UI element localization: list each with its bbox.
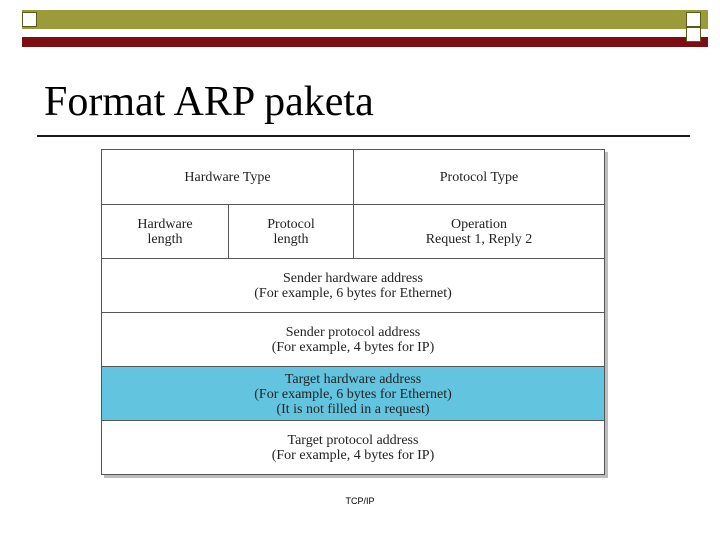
field-protocol-type: [353, 150, 604, 204]
maroon-band: [22, 37, 708, 47]
field-label: length: [147, 232, 183, 247]
field-target-hardware-address: [102, 367, 604, 421]
field-label: Protocol Type: [439, 169, 519, 185]
field-sender-protocol-address: [102, 313, 604, 367]
row-target-hardware: [102, 366, 604, 421]
field-label: Hardware: [137, 217, 193, 232]
field-label: (For example, 6 bytes for Ethernet): [254, 286, 452, 301]
field-label: Operation: [451, 217, 507, 232]
field-label: Protocol: [267, 217, 315, 232]
field-label: (For example, 4 bytes for IP): [271, 340, 435, 355]
row-lengths-operation: [102, 204, 604, 259]
field-target-protocol-address: [102, 421, 604, 475]
field-hardware-length: [102, 205, 228, 259]
field-label: Target protocol address: [287, 433, 419, 448]
slide-title: Format ARP paketa: [44, 79, 374, 125]
field-sender-hardware-address: [102, 259, 604, 313]
field-label: Request 1, Reply 2: [425, 232, 533, 247]
row-types: [102, 150, 604, 204]
field-label: Hardware Type: [184, 169, 271, 185]
olive-band: [22, 10, 708, 29]
field-label: Target hardware address: [284, 371, 422, 387]
field-operation: [353, 205, 604, 259]
field-label: (It is not filled in a request): [276, 401, 430, 417]
field-label: length: [273, 232, 309, 247]
right-lower-square-icon: [686, 27, 701, 42]
field-label: (For example, 6 bytes for Ethernet): [254, 386, 452, 402]
row-target-protocol: [102, 420, 604, 475]
right-square-icon: [686, 12, 701, 27]
field-protocol-length: [228, 205, 353, 259]
title-underline: [37, 135, 690, 137]
arp-packet-diagram: [101, 149, 605, 475]
top-decorative-band: [22, 10, 708, 38]
left-square-icon: [22, 12, 37, 27]
row-sender-protocol: [102, 312, 604, 367]
field-label: Sender protocol address: [285, 325, 421, 340]
field-hardware-type: [102, 150, 353, 204]
field-label: (For example, 4 bytes for IP): [271, 448, 435, 463]
slide-footer: TCP/IP: [345, 496, 375, 506]
field-label: Sender hardware address: [283, 271, 423, 286]
row-sender-hardware: [102, 258, 604, 313]
